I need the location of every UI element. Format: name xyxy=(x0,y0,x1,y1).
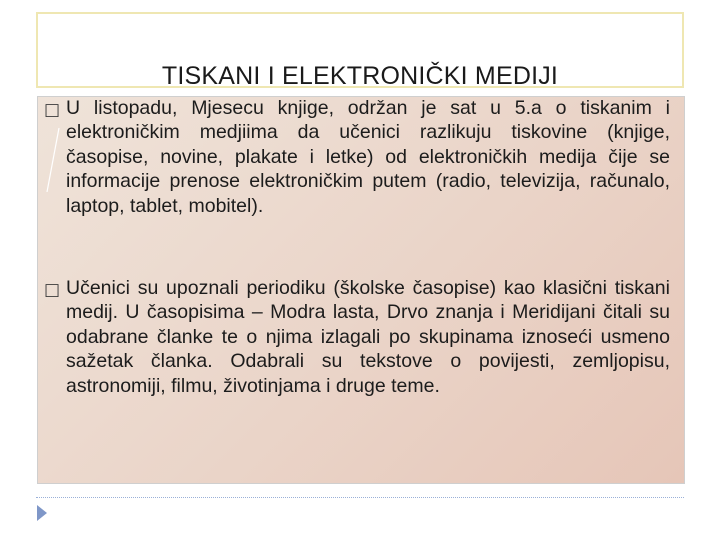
paragraph-2: Učenici su upoznali periodiku (školske časopise) kao klasični tiskani medij. U časopisima – Modra lasta, Drvo znanja i Meridijani čitali su odabrane članke te o njima izlagali po skupinama iznoseći usmeno sažetak članka. Odabrali su tekstove o povijesti, zemljopisu, astronomiji, filmu, životinjama i druge teme. xyxy=(66,277,670,397)
bullet-icon: □ xyxy=(44,280,61,300)
decorative-line xyxy=(46,128,60,192)
next-arrow-icon[interactable] xyxy=(36,504,48,522)
paragraph-1: U listopadu, Mjesecu knjige, održan je sat u 5.a o tiskanim i elektroničkim medjiima da učenici razlikuju tiskovine (knjige, časopise, novine, plakate i letke) od elektroničkih medija čije se informacije prenose elektroničkim putem (radio, televizija, računalo, laptop, tablet, mobitel). xyxy=(66,97,670,217)
slide-title: TISKANI I ELEKTRONIČKI MEDIJI xyxy=(161,62,559,90)
title-box xyxy=(36,12,684,88)
footer-divider xyxy=(36,497,684,498)
bullet-icon: □ xyxy=(44,100,61,120)
